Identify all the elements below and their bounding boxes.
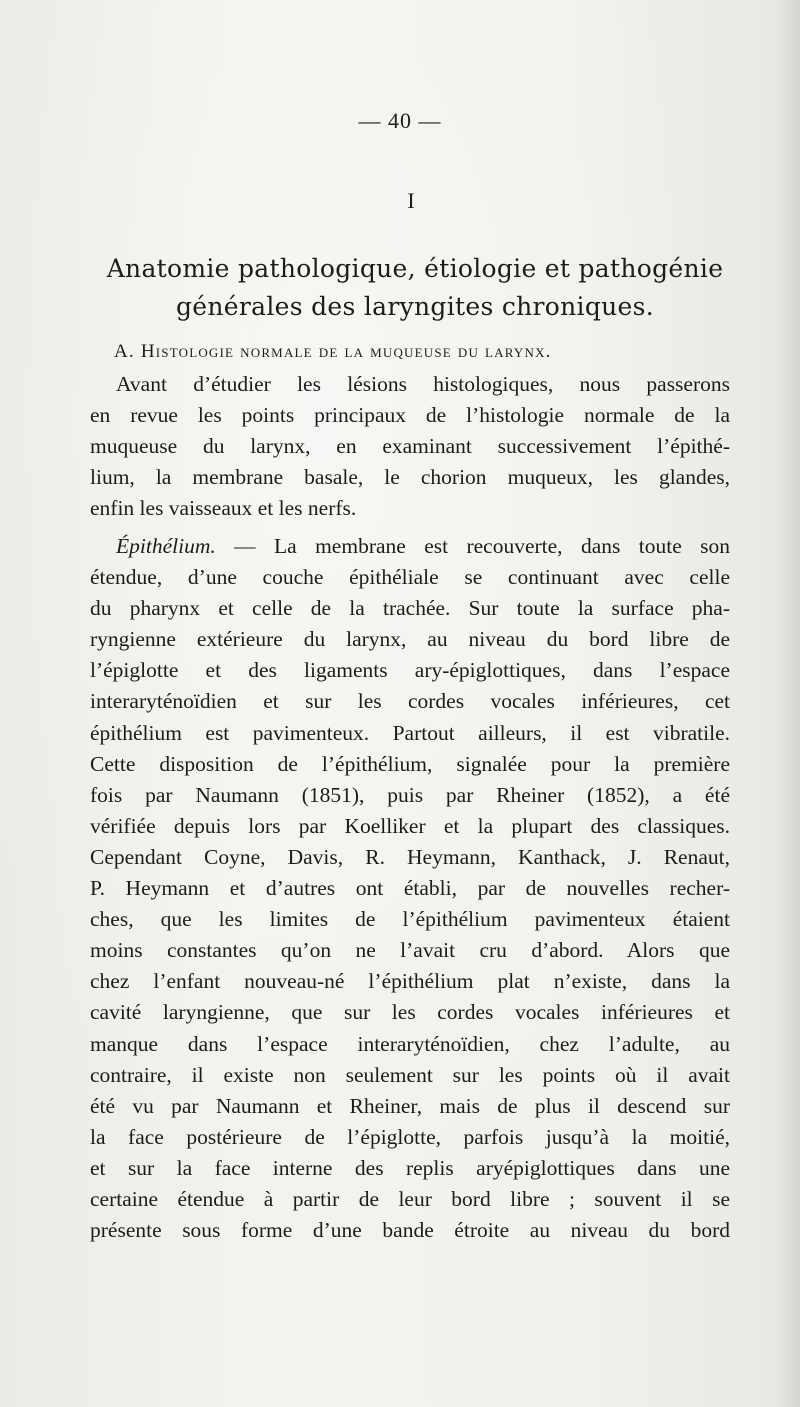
text-line: Cette disposition de l’épithélium, signalée pour la première <box>90 751 730 776</box>
text-line: vérifiée depuis lors par Koelliker et la plupart des classiques. <box>90 813 730 838</box>
text-line: manque dans l’espace interaryténoïdien, chez l’adulte, au <box>90 1031 730 1056</box>
text-line: certaine étendue à partir de leur bord libre ; souvent il se <box>90 1186 730 1211</box>
text-line: Avant d’étudier les lésions histologiques, nous passerons <box>116 372 730 396</box>
text-line: chez l’enfant nouveau-né l’épithélium plat n’existe, dans la <box>90 969 730 994</box>
text-line: présente sous forme d’une bande étroite au niveau du bord <box>90 1218 730 1243</box>
text-line: muqueuse du larynx, en examinant successivement l’épithé- <box>90 434 730 459</box>
paragraph-epithelium <box>90 531 730 1246</box>
text-line <box>90 531 730 562</box>
text-line: étendue, d’une couche épithéliale se continuant avec celle <box>90 565 730 590</box>
text-line: interaryténoïdien et sur les cordes vocales inférieures, cet <box>90 689 730 714</box>
text-line: enfin les vaisseaux et les nerfs. <box>90 496 357 521</box>
text-line: épithélium est pavimenteux. Partout ailleurs, il est vibratile. <box>90 720 730 745</box>
text-line: cavité laryngienne, que sur les cordes vocales inférieures et <box>90 1000 730 1025</box>
page-number: — 40 — <box>358 108 442 133</box>
chapter-title-line: Anatomie pathologique, étiologie et pathogénie <box>106 254 724 283</box>
chapter-title <box>80 250 750 326</box>
text-line: Cependant Coyne, Davis, R. Heymann, Kanthack, J. Renaut, <box>90 844 730 869</box>
text-line: P. Heymann et d’autres ont établi, par de nouvelles recher- <box>90 876 730 901</box>
paragraph-introduction <box>90 369 730 524</box>
text-line: lium, la membrane basale, le chorion muqueux, les glandes, <box>90 465 730 490</box>
text-line: du pharynx et celle de la trachée. Sur toute la surface pha- <box>90 596 730 621</box>
text-line: moins constantes qu’on ne l’avait cru d’abord. Alors que <box>90 938 730 963</box>
paragraph-lead-rest: — La membrane est recouverte, dans toute son <box>215 534 730 558</box>
text-line: l’épiglotte et des ligaments ary-épiglottiques, dans l’espace <box>90 658 730 683</box>
text-line: en revue les points principaux de l’histologie normale de la <box>90 403 730 428</box>
text-line: ches, que les limites de l’épithélium pavimenteux étaient <box>90 907 730 932</box>
chapter-title-line: générales des laryngites chroniques. <box>175 292 655 321</box>
text-line: fois par Naumann (1851), puis par Rheiner (1852), a été <box>90 782 730 807</box>
chapter-numeral: I <box>407 188 415 213</box>
text-line: été vu par Naumann et Rheiner, mais de plus il descend sur <box>90 1093 730 1118</box>
text-line: et sur la face interne des replis aryépiglottiques dans une <box>90 1155 730 1180</box>
section-heading: A. Histologie normale de la muqueuse du larynx. <box>114 341 552 362</box>
text-line: la face postérieure de l’épiglotte, parfois jusqu’à la moitié, <box>90 1124 730 1149</box>
paragraph-lead-term: Épithélium. <box>116 534 216 558</box>
text-line: contraire, il existe non seulement sur les points où il avait <box>90 1062 730 1087</box>
text-line: ryngienne extérieure du larynx, au niveau du bord libre de <box>90 627 730 652</box>
